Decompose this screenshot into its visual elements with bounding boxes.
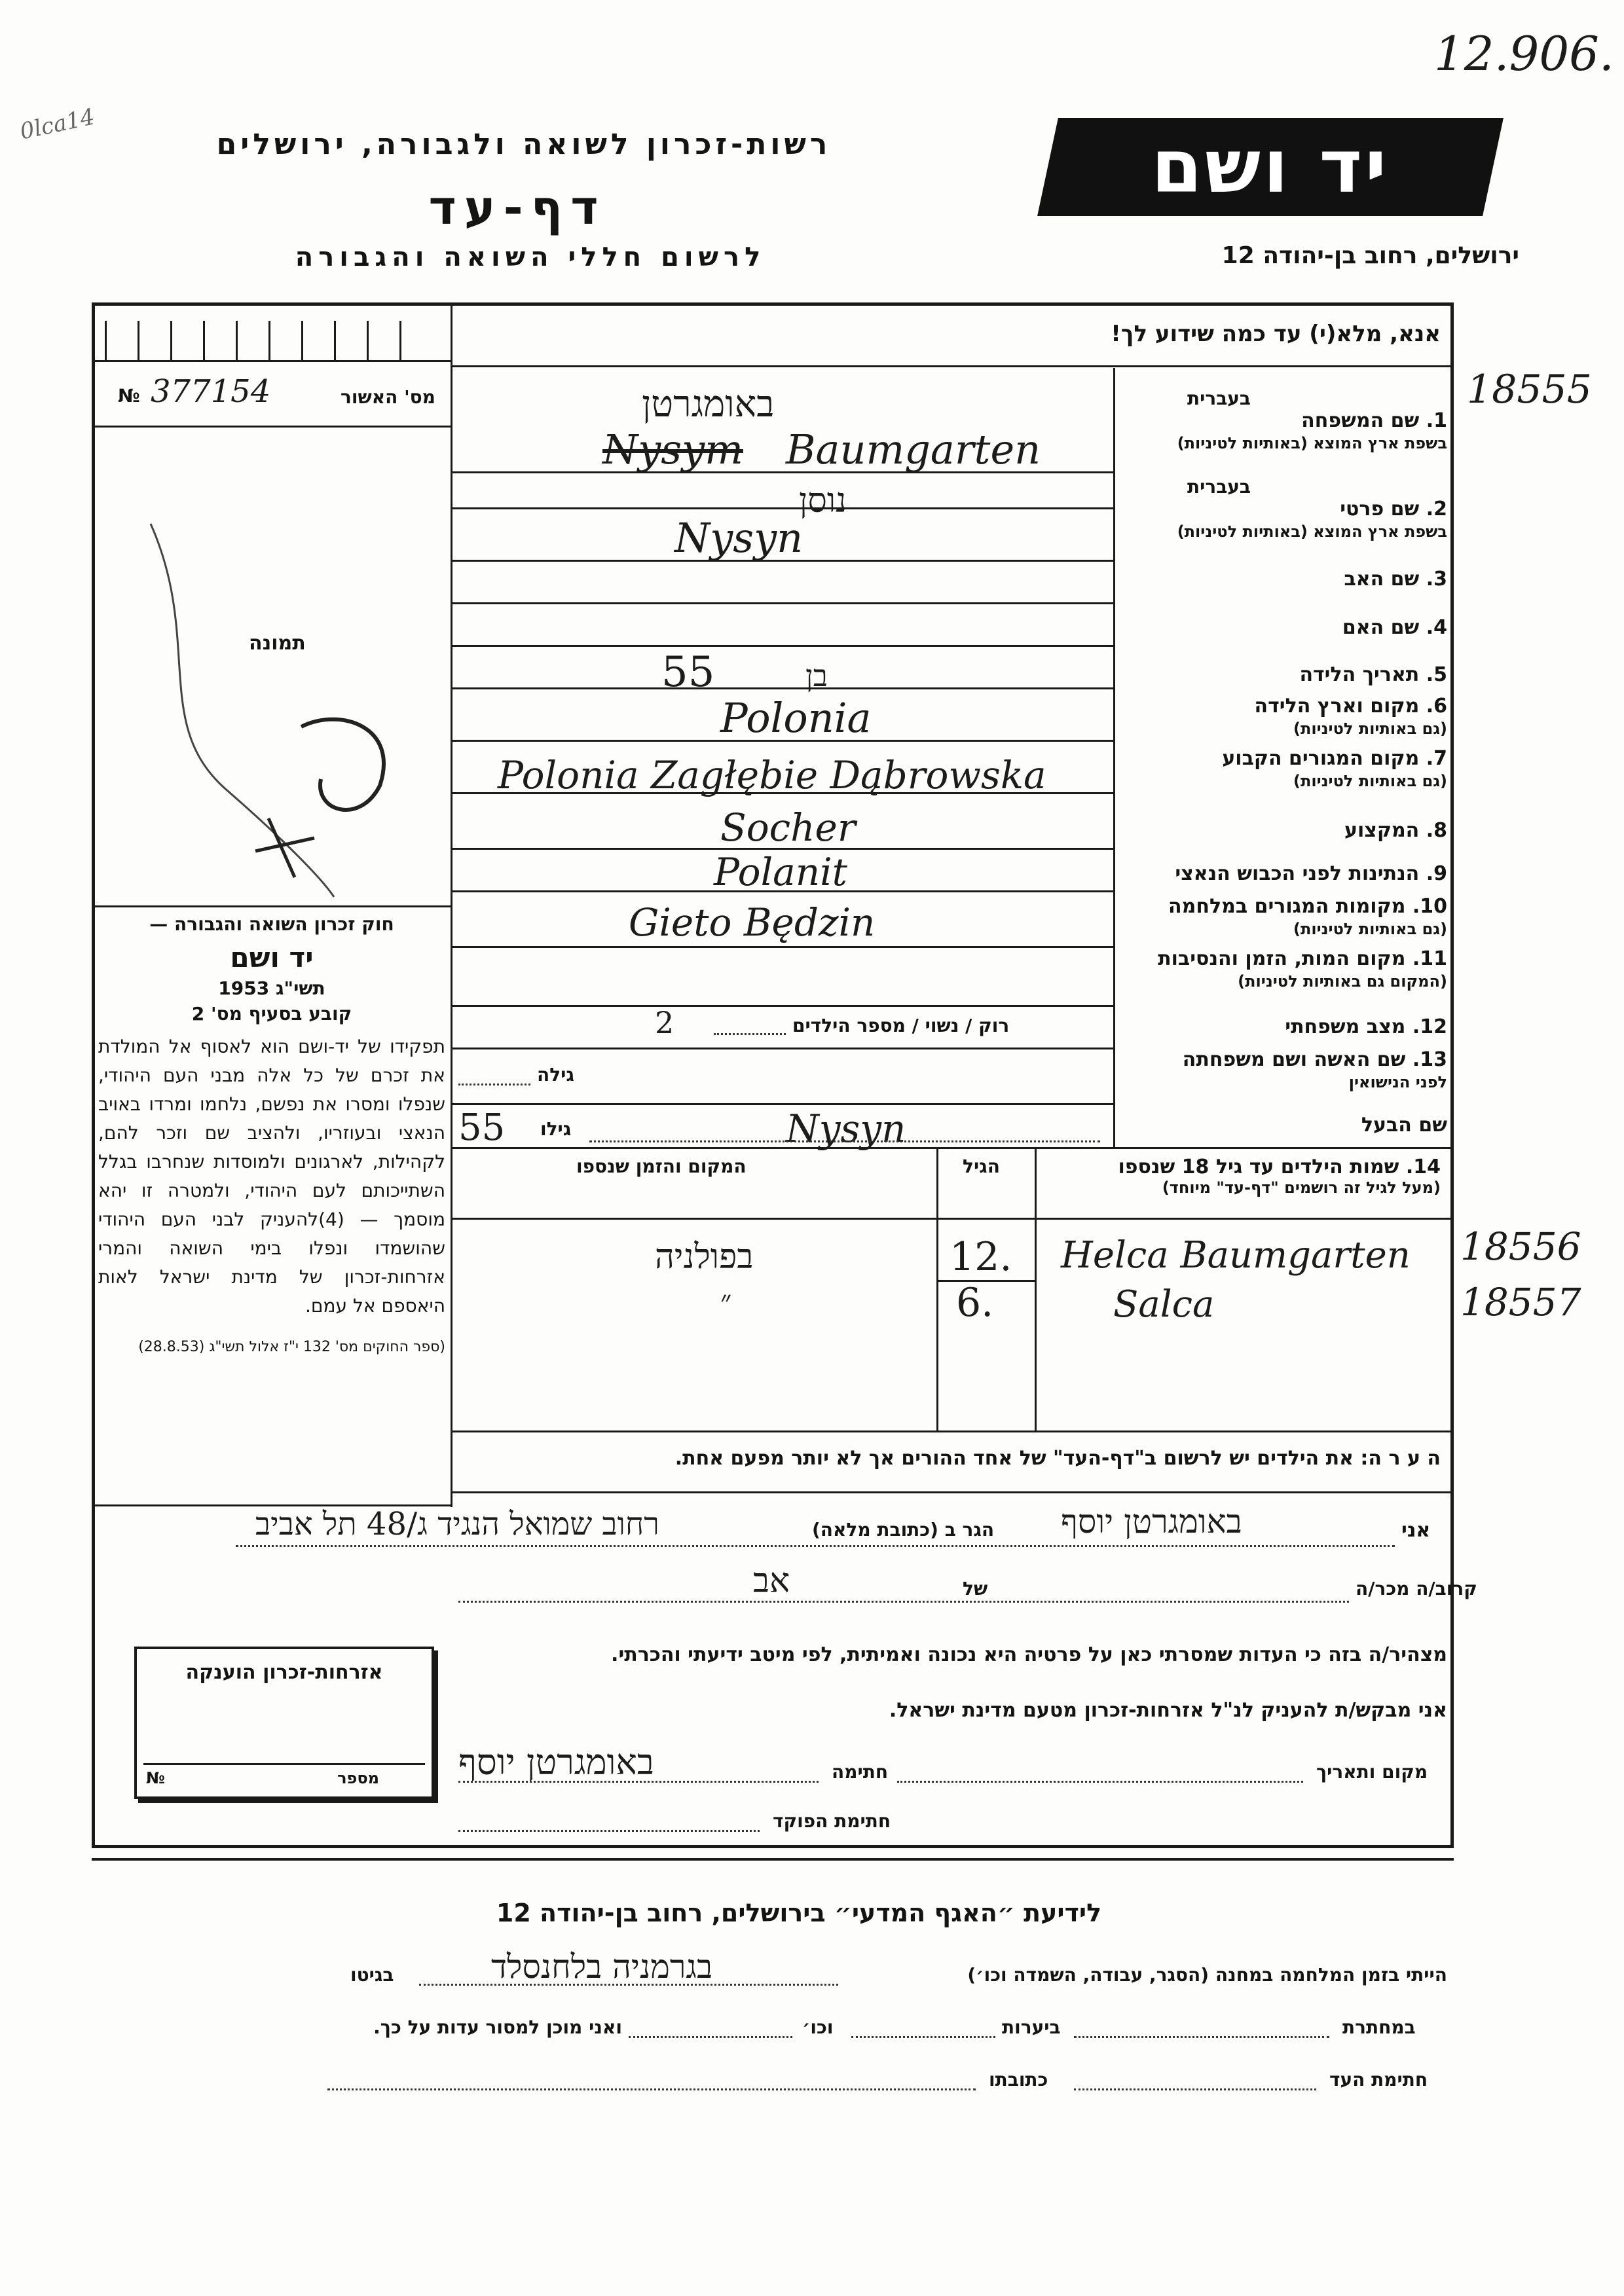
address-line: ירושלים, רחוב בן-יהודה 12 (1221, 242, 1519, 269)
field-7-label (1094, 748, 1447, 792)
field-2-sub: בשפת ארץ המוצא (באותיות לטיניות) (1177, 522, 1447, 541)
child-2-name: Salca (1113, 1283, 1215, 1326)
footer-line2-c: וכו׳ (802, 2016, 834, 2038)
corner-stamp: 0lca14 (18, 103, 97, 145)
footer-line2-dots-b (851, 2036, 995, 2038)
footer-top-rule (92, 1858, 1454, 1861)
field-1-sub: בשפת ארץ המוצא (באותיות לטיניות) (1177, 434, 1447, 452)
children-sub: (מעל לגיל זה רושמים "דף-עד" מיוחד) (1162, 1178, 1441, 1197)
instruction: אנא, מלא(י) עד כמה שידוע לך! (1111, 321, 1441, 347)
field-11-line (452, 1005, 1113, 1007)
footer-line2-dots-a (1074, 2036, 1329, 2038)
children-count: 2 (655, 1005, 674, 1040)
decl-signature-line (458, 1781, 819, 1783)
field-6-label (1094, 695, 1447, 740)
approval-label: מס' האשור (341, 386, 435, 408)
field-10-title: 10. מקומות המגורים במלחמה (1168, 895, 1447, 918)
given-name-latin: Nysyn (674, 514, 803, 562)
citizenship-title: אזרחות-זכרון הוענקה (185, 1661, 383, 1684)
law-footer: (ספר החוקים מס' 132 י"ז אלול תשי"ג (28.8.53) (138, 1339, 445, 1355)
children-header-rule (452, 1218, 1452, 1220)
field-8-label (1094, 820, 1447, 842)
given-name-hebrew: נוסן (799, 481, 847, 520)
occupation-value: Socher (720, 805, 856, 850)
frame-right (1450, 302, 1454, 1848)
field-1-label (1094, 388, 1447, 454)
decl-line-2 (458, 1601, 1349, 1603)
law-body: תפקידו של יד-ושם הוא לאסוף אל המולדת את זכרם של כל אלה מבני העם היהודי, שנפלו ומסרו את נפשם, נלחמו ומרדו באויב הנאצי ובעוזריו, ולהציב שם וזכר להם, לקהילות, לארגונים ולמוסדות שנחרבו בגלל השתייכותם לעם היהודי, ולמטרה זו יהא מוסמך — (4)להעניק לבני העם היהודי שהושמדו ונפלו בימי השואה והמרי אזרחות-זכרון של מדינת ישראל לאות היאספם אל עמם. (98, 1036, 445, 1317)
field-5-label (1094, 664, 1447, 686)
footer-line1-prefix: הייתי בזמן המלחמה במחנה (הסגר, עבודה, השמדה וכו׳) (967, 1964, 1447, 1986)
yad-vashem-logo (1037, 118, 1504, 216)
registry-number-main: 18555 (1467, 367, 1592, 412)
child-1-name: Helca Baumgarten (1061, 1234, 1411, 1277)
field-4-title: 4. שם האם (1342, 616, 1447, 639)
husband-label (1094, 1114, 1447, 1137)
citizenship-box (134, 1647, 434, 1799)
archive-number: 12.906. (1434, 26, 1614, 81)
field-3-title: 3. שם האב (1344, 568, 1447, 591)
footer-line1-value: בגרמניה בלחנסלד (491, 1948, 713, 1986)
wife-age-dots (458, 1084, 530, 1085)
field-13-sub: לפני הנישואין (1348, 1073, 1447, 1091)
children-bottom-rule (452, 1430, 1452, 1432)
field-5-line (452, 687, 1113, 689)
approval-ticks (105, 321, 432, 360)
footer-line2-dots-c (629, 2036, 792, 2038)
decl-relation-label: קרוב/ה מכר/ה (1356, 1578, 1477, 1599)
field-10-line (452, 946, 1113, 948)
surname-hebrew: באומגרטן (642, 383, 775, 426)
birthplace-value: Polonia (720, 694, 872, 742)
field-11-sub: (המקום גם באותיות לטיניות) (1238, 972, 1447, 991)
field-10-label (1094, 896, 1447, 940)
footer-line2-b: ביערות (1002, 2016, 1061, 2038)
photo-label: תמונה (249, 632, 306, 655)
decl-signature: באומגרטן יוסף (458, 1741, 654, 1783)
form-subtitle: לרשום חללי השואה והגבורה (295, 242, 766, 272)
field-2-hebrew-tag: בעברית (1187, 476, 1251, 498)
decl-relation-value: אב (753, 1561, 790, 1601)
fields-block (1113, 368, 1447, 1147)
frame-top (92, 302, 1454, 306)
decl-name: באומגרטן יוסף (1061, 1503, 1242, 1540)
decl-line-1 (236, 1545, 1395, 1547)
wife-age-label: גילה (537, 1064, 574, 1085)
decl-request: אני מבקש/ת להעניק לנ"ל אזרחות-זכרון מטעם מדינת ישראל. (889, 1699, 1447, 1722)
frame-left (92, 302, 95, 1848)
instruction-rule (452, 365, 1452, 367)
field-7-sub: (גם באותיות לטיניות) (1293, 772, 1447, 790)
husband-title: שם הבעל (1361, 1114, 1447, 1137)
field-12-line (452, 1048, 1113, 1049)
footer-title: לידיעת ״האגף המדעי״ בירושלים, רחוב בן-יהודה 12 (496, 1899, 1102, 1927)
footer-line3-dots-b (327, 2088, 976, 2090)
approval-rule (95, 426, 452, 428)
child-2-place: ״ (720, 1283, 732, 1319)
child-1-age: 12. (950, 1234, 1012, 1280)
field-6-title: 6. מקום וארץ הלידה (1254, 695, 1447, 718)
child-1-place: בפולניה (655, 1237, 754, 1277)
decl-official-line (458, 1830, 760, 1832)
surname-latin: Baumgarten (786, 426, 1041, 473)
field-9-title: 9. הנתינות לפני הכבוש הנאצי (1175, 862, 1447, 885)
approval-number: 377154 (151, 373, 271, 410)
field-5-title: 5. תאריך הלידה (1299, 663, 1447, 686)
children-age-divider-right (936, 1147, 938, 1432)
birth-age: 55 (661, 648, 715, 697)
law-section: קובע בסעיף מס' 2 (191, 1003, 352, 1025)
footer-line2-d: ואני מוכן למסור עדות על כך. (373, 2016, 622, 2038)
photo-rule (95, 905, 452, 907)
surname-crossed: Nysym (602, 426, 743, 473)
husband-dots (589, 1140, 1100, 1142)
note: ה ע ר ה: את הילדים יש לרשום ב"דף-העד" של אחד ההורים אך לא יותר מפעם אחת. (674, 1447, 1441, 1470)
husband-name: Nysyn (786, 1106, 906, 1151)
decl-i-label: אני (1401, 1519, 1431, 1542)
husband-line (452, 1147, 1452, 1149)
note-rule (452, 1491, 1452, 1493)
child-2-age: 6. (956, 1280, 994, 1326)
field-13-label (1094, 1049, 1447, 1093)
decl-statement: מצהיר/ה בזה כי העדות שמסרתי כאן על פרטיה היא נכונה ואמיתית, לפי מיטב ידיעתי והכרתי. (611, 1643, 1447, 1666)
marital-status-options: רוק / נשוי / מספר הילדים (792, 1015, 1010, 1036)
field-9-label (1094, 863, 1447, 885)
citizenship-rule (143, 1763, 425, 1765)
photo-area-scribble (124, 511, 413, 903)
residence-value: Polonia Zagłębie Dąbrowska (498, 753, 1046, 797)
wartime-residence-value: Gieto Będzin (629, 900, 876, 945)
field-1-hebrew-tag: בעברית (1187, 388, 1251, 409)
registry-number-child-1: 18556 (1460, 1224, 1581, 1269)
law-box (98, 913, 445, 1357)
decl-of: של (963, 1578, 988, 1599)
footer-line3-b: כתובתו (989, 2069, 1048, 2090)
logo-text: יד ושם (1151, 124, 1390, 210)
law-year: תשי"ג 1953 (218, 977, 325, 999)
field-12-label (1094, 1016, 1447, 1038)
frame-bottom (92, 1845, 1454, 1848)
authority-line: רשות-זכרון לשואה ולגבורה, ירושלים (216, 128, 832, 161)
field-6-sub: (גם באותיות לטיניות) (1293, 720, 1447, 738)
ticks-rule (95, 360, 452, 362)
children-col-place: המקום והזמן שנספו (576, 1156, 747, 1177)
field-13-title: 13. שם האשה ושם משפחתה (1182, 1048, 1447, 1071)
field-1-line-b (452, 507, 1113, 509)
field-10-sub: (גם באותיות לטיניות) (1293, 920, 1447, 938)
form-title: דף-עד (428, 180, 606, 235)
registry-number-child-2: 18557 (1460, 1280, 1581, 1324)
left-column-divider (451, 302, 452, 1507)
law-logo: יד ושם (230, 941, 314, 974)
field-4-label (1094, 617, 1447, 639)
approval-no-symbol: № (118, 385, 140, 407)
citizenship-no-symbol: № (146, 1769, 165, 1787)
field-4-line (452, 645, 1113, 647)
nationality-value: Polanit (714, 850, 847, 894)
field-3-line (452, 602, 1113, 604)
field-12-title: 12. מצב משפחתי (1285, 1015, 1447, 1038)
footer-line2-a: במחתרת (1342, 2016, 1416, 2038)
decl-place-date-line (897, 1781, 1303, 1783)
footer-line1-dots (419, 1984, 838, 1986)
field-11-title: 11. מקום המות, הזמן והנסיבות (1158, 947, 1447, 970)
field-13-line (452, 1103, 1113, 1105)
field-2-label (1094, 476, 1447, 543)
field-11-label (1094, 948, 1447, 993)
children-label (1048, 1156, 1441, 1197)
field-8-title: 8. המקצוע (1344, 819, 1447, 842)
field-3-label (1094, 568, 1447, 591)
birth-age-hebrew: בן (805, 658, 828, 693)
footer-line1-suffix: בגיטו (350, 1964, 394, 1986)
field-1-title: 1. שם המשפחה (1301, 409, 1447, 432)
decl-residing: הגר ב (כתובת מלאה) (812, 1519, 995, 1540)
children-title: 14. שמות הילדים עד גיל 18 שנספו (1118, 1156, 1441, 1178)
decl-address: רחוב שמואל הנגיד ג/48 תל אביב (255, 1506, 659, 1542)
law-title: חוק זכרון השואה והגבורה — (149, 913, 394, 935)
husband-age-label: גילו (540, 1118, 572, 1140)
footer-line3-a: חתימת העד (1329, 2069, 1428, 2090)
decl-signature-label: חתימה (832, 1761, 889, 1783)
footer-line3-dots-a (1074, 2088, 1316, 2090)
children-dots (714, 1033, 786, 1035)
decl-place-date-label: מקום ותאריך (1316, 1761, 1428, 1783)
citizenship-number-label: מספר (337, 1769, 379, 1787)
decl-official-label: חתימת הפוקד (773, 1810, 891, 1832)
husband-age: 55 (458, 1106, 506, 1149)
children-name-divider (1035, 1147, 1037, 1432)
field-7-title: 7. מקום המגורים הקבוע (1222, 747, 1447, 770)
children-col-age: הגיל (963, 1156, 1000, 1177)
field-2-title: 2. שם פרטי (1340, 498, 1447, 520)
